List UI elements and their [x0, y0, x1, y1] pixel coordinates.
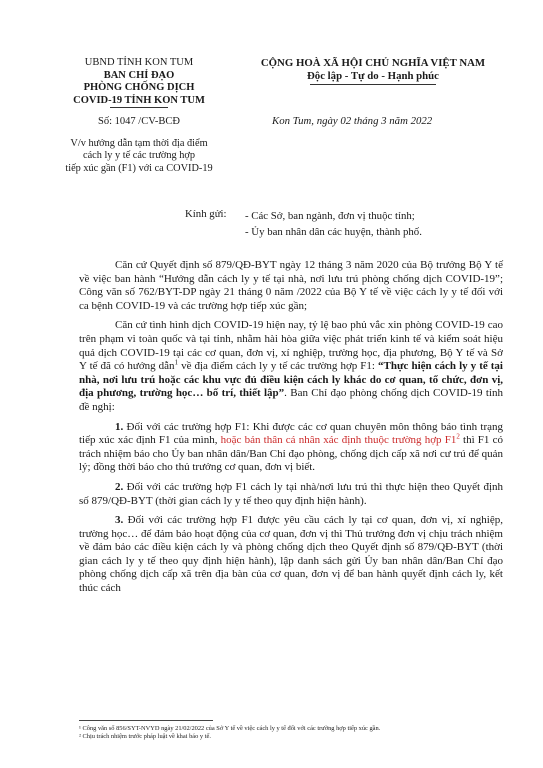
footnotes	[79, 725, 509, 742]
footnote-ref: 1	[174, 358, 179, 367]
issuer-committee-line3: COVID-19 TỈNH KON TUM	[73, 94, 205, 106]
header-right-divider	[310, 84, 436, 85]
national-header	[232, 57, 514, 83]
text-span: . Ban Chỉ đạo phòng chống dịch COVID-19 tỉnh đề nghị:	[79, 387, 503, 413]
issuer-org: UBND TỈNH KON TUM	[84, 57, 194, 68]
document-date: Kon Tum, ngày 02 tháng 3 năm 2022	[272, 115, 433, 127]
body-paragraph-item-2	[79, 481, 503, 508]
subject-line1: V/v hướng dẫn tạm thời địa điểm	[70, 137, 208, 149]
footnote-ref: 2	[456, 432, 460, 441]
text-span: Đối với các trường hợp F1: Khi được các cơ quan chuyên môn thông báo tình trạng tiếp xúc xác định F1 của mình,	[79, 420, 503, 447]
subject-line3: tiếp xúc gần (F1) với ca COVID-19	[65, 162, 213, 174]
document-subject	[60, 138, 218, 176]
recipients-list	[245, 208, 422, 240]
document-number: Số: 1047 /CV-BCĐ	[98, 116, 180, 127]
text-span: thì F1 có trách nhiệm báo cho Ủy ban nhân dân/Ban Chỉ đạo phòng, chống dịch cấp xã nơi cư trú để quản lý; đồng thời báo cho thủ trưởng cơ quan, đơn vị biết.	[79, 434, 503, 474]
issuer-committee-line1: BAN CHỈ ĐẠO	[103, 69, 175, 81]
body-paragraph-situation	[79, 319, 503, 414]
body-paragraph-legal-basis: Căn cứ Quyết định số 879/QĐ-BYT ngày 12 tháng 3 năm 2020 của Bộ trưởng Bộ Y tế về việc ban hành “Hướng dẫn cách ly y tế tại nhà, nơi lưu trú phòng chống dịch COVID-19”; Công văn số 762/BYT-DP ngày 21 tháng 0 năm /2022 của Bộ Y tế về việc cách ly y tế đối với ca bệnh COVID-19 và các trường hợp tiếp xúc gần;	[79, 259, 503, 312]
body-paragraph-item-1	[79, 421, 503, 475]
recipients-label: Kính gửi:	[185, 208, 227, 220]
item-number: 3.	[115, 514, 124, 527]
text-span: Đối với các trường hợp F1 được yêu cầu cách ly tại cơ quan, đơn vị, xí nghiệp, trường học… để đảm bảo hoạt động của cơ quan, đơn vị thì Thủ trưởng đơn vị chịu trách nhiệm về đảm bảo các điều kiện cách ly và phòng chống dịch theo Quyết định số 879/QĐ-BYT (thời gian cách ly y tế theo quy định hiện hành), lập danh sách gửi Ủy ban nhân dân/Ban Chỉ đạo phòng chống dịch cấp xã trên địa bàn của cơ quan, đơn vị để ban hành quyết định cách ly, kết thúc cách	[79, 514, 503, 595]
document-body	[79, 259, 503, 602]
bold-quote: “Thực hiện cách ly y tế tại nhà, nơi lưu trú hoặc các khu vực đủ điều kiện cách ly khác do cơ quan, tổ chức, đơn vị, địa phương, trường học… bố trí, thiết lập”	[79, 360, 503, 400]
header-left-divider	[110, 107, 168, 108]
subject-line2: cách ly y tế các trường hợp	[83, 150, 195, 161]
text-span: về địa điểm cách ly y tế các trường hợp F1:	[178, 360, 378, 373]
body-paragraph-item-3	[79, 514, 503, 596]
footnote-divider	[79, 720, 213, 721]
highlighted-text: hoặc bản thân cá nhân xác định thuộc trường hợp F1	[220, 434, 457, 447]
national-motto: Độc lập - Tự do - Hạnh phúc	[307, 70, 439, 82]
footnote-2: ² Chịu trách nhiệm trước pháp luật về khai báo y tế.	[79, 733, 211, 741]
text-span: Căn cứ tình hình dịch COVID-19 hiện nay, tỷ lệ bao phủ vắc xin phòng COVID-19 cao trên phạm vi toàn quốc và tại tỉnh, nhằm hài hòa giữa việc phát triển kinh tế và kiểm soát hiệu quả dịch COVID-19 tại các cơ quan, đơn vị, xí nghiệp, trường học, địa phương, Bộ Y tế và Sở Y tế đã có hướng dẫn	[79, 319, 503, 373]
issuer-committee-line2: PHÒNG CHỐNG DỊCH	[83, 82, 195, 93]
issuer-header	[60, 57, 218, 175]
footnote-1: ¹ Công văn số 856/SYT-NVYD ngày 21/02/2022 của Sở Y tế về việc cách ly y tế đối với các trường hợp tiếp xúc gần.	[79, 725, 381, 732]
recipient-item: - Ủy ban nhân dân các huyện, thành phố.	[245, 226, 422, 238]
nation-title: CỘNG HOÀ XÃ HỘI CHỦ NGHĨA VIỆT NAM	[260, 57, 486, 69]
text-span: Đối với các trường hợp F1 cách ly tại nhà/nơi lưu trú thì thực hiện theo Quyết định số 879/QĐ-BYT (thời gian cách ly y tế theo quy định hiện hành).	[79, 480, 503, 507]
item-number: 1.	[115, 420, 124, 433]
recipient-item: - Các Sở, ban ngành, đơn vị thuộc tỉnh;	[245, 210, 415, 222]
item-number: 2.	[115, 480, 124, 493]
